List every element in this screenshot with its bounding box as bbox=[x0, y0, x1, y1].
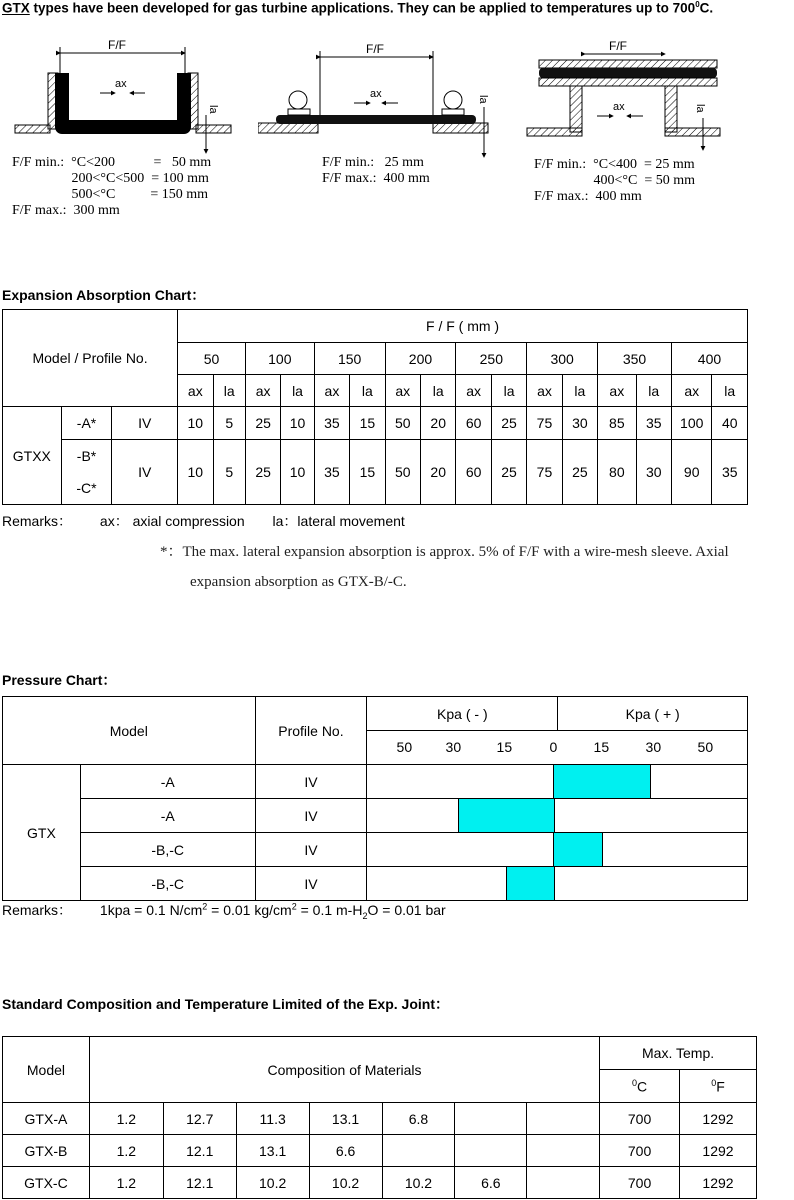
exp-value: 60 bbox=[456, 440, 491, 505]
pressure-profile-3: IV bbox=[255, 867, 367, 901]
label-la-b: la bbox=[477, 95, 489, 104]
profile-row2: IV bbox=[112, 440, 178, 505]
comp-value: 6.8 bbox=[382, 1103, 455, 1135]
ff-size: 250 bbox=[456, 343, 527, 375]
exp-value: 100 bbox=[671, 407, 711, 440]
exp-value: 25 bbox=[562, 440, 597, 505]
ax-header: ax bbox=[671, 375, 711, 407]
comp-temp-c: 700 bbox=[600, 1135, 680, 1167]
comp-value: 1.2 bbox=[89, 1167, 163, 1199]
exp-value: 75 bbox=[527, 407, 562, 440]
ff-size: 50 bbox=[178, 343, 246, 375]
exp-value: 35 bbox=[314, 407, 349, 440]
model-profile-header: Model / Profile No. bbox=[3, 310, 178, 407]
comp-value bbox=[455, 1103, 527, 1135]
label-ax: ax bbox=[115, 78, 127, 90]
ax-header: ax bbox=[314, 375, 349, 407]
ff-size: 400 bbox=[671, 343, 747, 375]
pressure-model-0: -A bbox=[80, 765, 255, 799]
exp-value: 30 bbox=[562, 407, 597, 440]
exp-value: 10 bbox=[281, 407, 314, 440]
composition-title: Standard Composition and Temperature Limited of the Exp. Joint： bbox=[2, 996, 449, 1012]
exp-value: 35 bbox=[636, 407, 671, 440]
exp-value: 60 bbox=[456, 407, 491, 440]
exp-value: 10 bbox=[178, 440, 213, 505]
kpa-scale-cell bbox=[367, 731, 748, 765]
variant-b: -B* bbox=[76, 448, 97, 464]
la-header: la bbox=[281, 375, 314, 407]
exp-value: 20 bbox=[420, 440, 455, 505]
exp-value: 10 bbox=[178, 407, 213, 440]
pressure-profile-header: Profile No. bbox=[255, 697, 367, 765]
ff-size: 350 bbox=[598, 343, 672, 375]
pressure-profile-0: IV bbox=[255, 765, 367, 799]
kpa-tick: 15 bbox=[496, 739, 513, 755]
label-la-c: la bbox=[694, 104, 706, 113]
pressure-bar-cell bbox=[367, 799, 748, 833]
la-header: la bbox=[420, 375, 455, 407]
diagram-profile-a bbox=[10, 35, 240, 155]
pressure-bar bbox=[553, 833, 603, 866]
exp-value: 20 bbox=[420, 407, 455, 440]
pressure-profile-2: IV bbox=[255, 833, 367, 867]
exp-value: 35 bbox=[712, 440, 748, 505]
comp-value: 6.6 bbox=[455, 1167, 527, 1199]
la-header: la bbox=[562, 375, 597, 407]
pressure-model-header: Model bbox=[3, 697, 256, 765]
comp-temp-c: 700 bbox=[600, 1167, 680, 1199]
ff-size: 150 bbox=[314, 343, 385, 375]
label-la: la bbox=[207, 105, 219, 114]
kpa-header-cell bbox=[367, 697, 748, 731]
ax-header: ax bbox=[456, 375, 491, 407]
exp-value: 5 bbox=[213, 440, 245, 505]
comp-value: 13.1 bbox=[309, 1103, 382, 1135]
variant-c: -C* bbox=[76, 480, 97, 496]
pressure-bar-cell bbox=[367, 867, 748, 901]
expansion-table bbox=[2, 309, 748, 505]
pressure-bar-cell bbox=[367, 765, 748, 799]
exp-value: 25 bbox=[245, 440, 280, 505]
ax-header: ax bbox=[527, 375, 562, 407]
la-header: la bbox=[491, 375, 526, 407]
remark-ax: ax： axial compression bbox=[99, 513, 245, 529]
expansion-remarks bbox=[2, 511, 405, 531]
ff-size: 300 bbox=[527, 343, 598, 375]
exp-value: 25 bbox=[491, 407, 526, 440]
comp-model: GTX-B bbox=[3, 1135, 90, 1167]
comp-c-unit: $^0$C bbox=[600, 1070, 680, 1103]
group-gtxx: GTXX bbox=[3, 407, 62, 505]
label-ax-c: ax bbox=[613, 101, 625, 113]
ax-header: ax bbox=[245, 375, 280, 407]
kpa-tick: 30 bbox=[645, 739, 662, 755]
comp-value: 13.1 bbox=[236, 1135, 309, 1167]
comp-value: 12.7 bbox=[163, 1103, 236, 1135]
expansion-title: Expansion Absorption Chart： bbox=[2, 287, 206, 303]
variant-a: -A* bbox=[61, 407, 112, 440]
spec-profile-a: F/F min.: °C<200 = 50 mm 200<°C<500 = 100 mm 500<°C = 150 mm F/F max.: 300 mm bbox=[12, 155, 212, 218]
comp-row bbox=[3, 1135, 757, 1167]
exp-value: 75 bbox=[527, 440, 562, 505]
page-headline bbox=[2, 0, 713, 16]
pressure-bar bbox=[458, 799, 555, 832]
ff-size: 200 bbox=[385, 343, 456, 375]
kpa-pos-header: Kpa ( + ) bbox=[625, 705, 680, 722]
pressure-profile-1: IV bbox=[255, 799, 367, 833]
headline-end: C. bbox=[699, 0, 714, 16]
comp-value bbox=[527, 1135, 600, 1167]
exp-value: 25 bbox=[245, 407, 280, 440]
comp-maxtemp-header: Max. Temp. bbox=[600, 1037, 757, 1070]
exp-value: 35 bbox=[314, 440, 349, 505]
comp-value: 12.1 bbox=[163, 1167, 236, 1199]
comp-value bbox=[527, 1167, 600, 1199]
comp-temp-f: 1292 bbox=[680, 1167, 757, 1199]
composition-table bbox=[2, 1036, 757, 1199]
la-header: la bbox=[213, 375, 245, 407]
spec-profile-c: F/F min.: °C<400 = 25 mm 400<°C = 50 mm F/F max.: 400 mm bbox=[534, 157, 696, 204]
pressure-conversion: 1kpa = 0.1 $N/cm^2 = 0.01$ $kg/cm^2 = 0.1$ $m-H_2O = 0.01$ bar bbox=[99, 901, 446, 921]
exp-value: 50 bbox=[385, 407, 420, 440]
comp-value: 10.2 bbox=[236, 1167, 309, 1199]
comp-value: 10.2 bbox=[309, 1167, 382, 1199]
comp-temp-f: 1292 bbox=[680, 1103, 757, 1135]
pressure-remarks-label: Remarks： bbox=[2, 902, 73, 918]
exp-value: 40 bbox=[712, 407, 748, 440]
comp-row bbox=[3, 1103, 757, 1135]
diagram-profile-b bbox=[258, 35, 493, 160]
exp-value: 30 bbox=[636, 440, 671, 505]
pressure-title: Pressure Chart： bbox=[2, 672, 117, 688]
exp-value: 80 bbox=[598, 440, 636, 505]
pressure-model-1: -A bbox=[80, 799, 255, 833]
ff-size: 100 bbox=[245, 343, 314, 375]
exp-value: 10 bbox=[281, 440, 314, 505]
label-ff-c: F/F bbox=[609, 39, 627, 53]
spec-profile-b: F/F min.: 25 mm F/F max.: 400 mm bbox=[322, 155, 430, 186]
comp-temp-f: 1292 bbox=[680, 1135, 757, 1167]
exp-value: 50 bbox=[385, 440, 420, 505]
ff-header: F / F ( mm ) bbox=[178, 310, 748, 343]
comp-value: 10.2 bbox=[382, 1167, 455, 1199]
pressure-table bbox=[2, 696, 748, 901]
profile-row1: IV bbox=[112, 407, 178, 440]
remark-la: la：lateral movement bbox=[272, 513, 405, 529]
expansion-note bbox=[160, 537, 794, 597]
headline-gtx: GTX bbox=[2, 0, 30, 16]
pressure-bar bbox=[553, 765, 651, 798]
exp-value: 15 bbox=[350, 407, 385, 440]
exp-value: 85 bbox=[598, 407, 636, 440]
la-header: la bbox=[350, 375, 385, 407]
ax-header: ax bbox=[178, 375, 213, 407]
comp-value: 6.6 bbox=[309, 1135, 382, 1167]
exp-value: 5 bbox=[213, 407, 245, 440]
comp-value bbox=[382, 1135, 455, 1167]
note-line1: *：The max. lateral expansion absorption is approx. 5% of F/F with a wire-mesh sleeve. Axial bbox=[160, 544, 729, 560]
comp-value: 11.3 bbox=[236, 1103, 309, 1135]
comp-temp-c: 700 bbox=[600, 1103, 680, 1135]
comp-materials-header: Composition of Materials bbox=[89, 1037, 599, 1103]
diagram-profile-c bbox=[525, 38, 725, 153]
comp-value: 1.2 bbox=[89, 1103, 163, 1135]
kpa-tick: 50 bbox=[697, 739, 714, 755]
label-ff-b: F/F bbox=[366, 42, 384, 56]
pressure-bar bbox=[506, 867, 555, 900]
comp-value bbox=[527, 1103, 600, 1135]
la-header: la bbox=[636, 375, 671, 407]
kpa-tick: 15 bbox=[593, 739, 610, 755]
pressure-model-3: -B,-C bbox=[80, 867, 255, 901]
exp-value: 90 bbox=[671, 440, 711, 505]
exp-value: 15 bbox=[350, 440, 385, 505]
comp-model: GTX-A bbox=[3, 1103, 90, 1135]
kpa-tick: 50 bbox=[396, 739, 413, 755]
la-header: la bbox=[712, 375, 748, 407]
comp-row bbox=[3, 1167, 757, 1199]
pressure-model-2: -B,-C bbox=[80, 833, 255, 867]
label-ax-b: ax bbox=[370, 88, 382, 100]
kpa-neg-header: Kpa ( - ) bbox=[367, 697, 558, 730]
pressure-remarks bbox=[2, 900, 446, 921]
label-ff: F/F bbox=[108, 38, 126, 52]
kpa-tick: 0 bbox=[549, 739, 558, 755]
pressure-group-gtx: GTX bbox=[3, 765, 81, 901]
comp-model-header: Model bbox=[3, 1037, 90, 1103]
comp-value: 12.1 bbox=[163, 1135, 236, 1167]
ax-header: ax bbox=[598, 375, 636, 407]
headline-text: types have been developed for gas turbine applications. They can be applied to temperatures up to 700 bbox=[29, 0, 696, 16]
comp-f-unit: $^0$F bbox=[680, 1070, 757, 1103]
pressure-bar-cell bbox=[367, 833, 748, 867]
headline-sup: 0 bbox=[695, 0, 700, 9]
note-line2: expansion absorption as GTX-B/-C. bbox=[190, 574, 407, 590]
ax-header: ax bbox=[385, 375, 420, 407]
comp-value bbox=[455, 1135, 527, 1167]
comp-value: 1.2 bbox=[89, 1135, 163, 1167]
kpa-tick: 30 bbox=[445, 739, 462, 755]
exp-value: 25 bbox=[491, 440, 526, 505]
comp-model: GTX-C bbox=[3, 1167, 90, 1199]
variant-bc bbox=[61, 440, 112, 505]
remarks-label: Remarks： bbox=[2, 513, 73, 529]
